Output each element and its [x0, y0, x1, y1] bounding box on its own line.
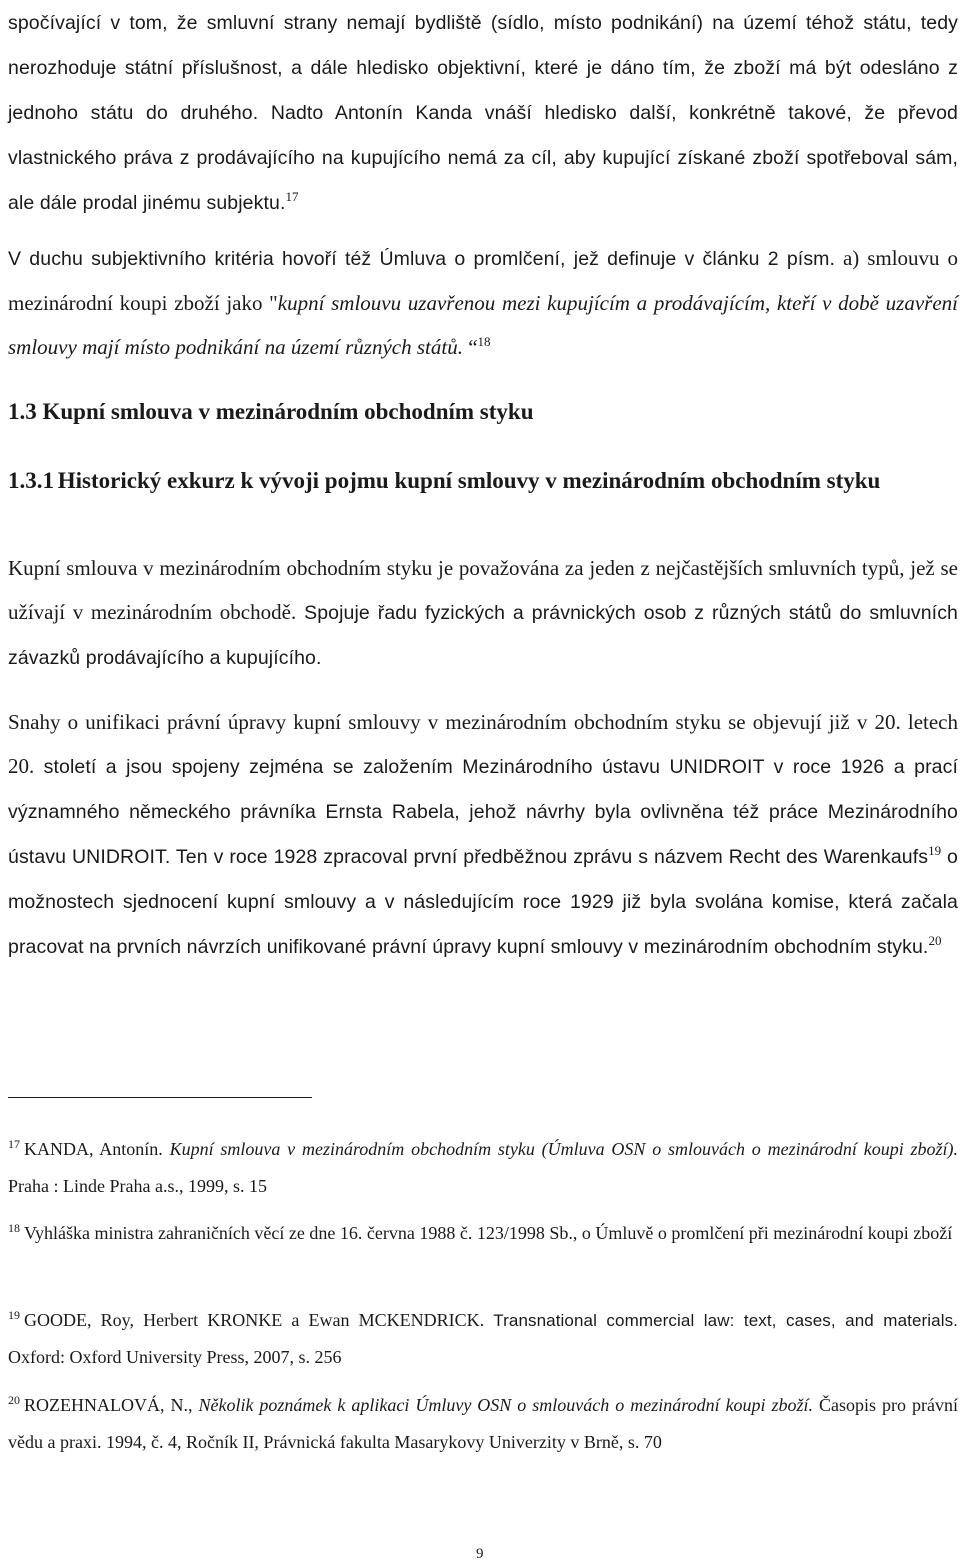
- paragraph-2: V duchu subjektivního kritéria hovoří též Úmluva o promlčení, jež definuje v článku 2 písm. a) smlouvu o mezinárodní koupi zboží jako "kupní smlouvu uzavřenou mezi kupujícím a prodávajícím, kteří v době uzavření smlouvy mají místo podnikání na území různých států. “$^{18}$: [8, 246, 959, 359]
- footnote-ref-18[interactable]: 18: [477, 334, 491, 349]
- page-number: 9: [476, 1546, 484, 1562]
- paragraph-3: Kupní smlouva v mezinárodním obchodním styku je považována za jeden z nejčastějších smluvních typů, jež se užívají v mezinárodním obchodě. Spojuje řadu fyzických a právnických osob z různých států do smluvních závazků prodávajícího a kupujícího.: [8, 556, 958, 669]
- footnote-20: $^{20}$ ROZEHNALOVÁ, N., Několik poznámek k aplikaci Úmluvy OSN o smlouvách o mezinárodní koupi zboží. Časopis pro právní vědu a praxi. 1994, č. 4, Ročník II, Právnická fakulta Masarykovy Univerzity v Brně, s. 70: [8, 1393, 959, 1452]
- footnote-19: $^{19}$ GOODE, Roy, Herbert KRONKE a Ewan MCKENDRICK. Transnational commercial law: text, cases, and materials. Oxford: Oxford University Press, 2007, s. 256: [8, 1308, 958, 1367]
- section-heading-1-3: 1.3 Kupní smlouva v mezinárodním obchodním styku: [8, 399, 534, 424]
- footnote-separator: [8, 1097, 312, 1098]
- footnote-ref-19[interactable]: 19: [928, 843, 942, 858]
- paragraph-4: Snahy o unifikaci právní úpravy kupní smlouvy v mezinárodním obchodním styku se objevují již v 20. letech 20. století a jsou spojeny zejména se založením Mezinárodního ústavu UNIDROIT v roce 1926 a prací významného německého právníka Ernsta Rabela, jehož návrhy byla ovlivněna též práce Mezinárodního ústavu UNIDROIT. Ten v roce 1928 zpracoval první předběžnou zprávu s názvem Recht des Warenkaufs$^{19}$ o možnostech sjednocení kupní smlouvy a v následujícím roce 1929 již byla svolána komise, která začala pracovat na prvních návrzích unifikované právní úpravy kupní smlouvy v mezinárodním obchodním styku.$^{20}$: [8, 710, 958, 958]
- footnote-ref-17[interactable]: 17: [285, 189, 299, 204]
- section-heading-1-3-1: 1.3.1 Historický exkurz k vývoji pojmu kupní smlouvy v mezinárodním obchodním styku: [8, 468, 881, 493]
- footnote-17: $^{17}$ KANDA, Antonín. Kupní smlouva v mezinárodním obchodním styku (Úmluva OSN o smlouvách o mezinárodní koupi zboží). Praha : Linde Praha a.s., 1999, s. 15: [8, 1137, 958, 1196]
- paragraph-1: spočívající v tom, že smluvní strany nemají bydliště (sídlo, místo podnikání) na území téhož státu, tedy nerozhoduje státní příslušnost, a dále hledisko objektivní, které je dáno tím, že zboží má být odesláno z jednoho státu do druhého. Nadto Antonín Kanda vnáší hledisko další, konkrétně takové, že převod vlastnického práva z prodávajícího na kupujícího nemá za cíl, aby kupující získané zboží spotřeboval sám, ale dále prodal jinému subjektu.$^{17}$: [8, 12, 958, 214]
- footnote-ref-20[interactable]: 20: [928, 933, 942, 948]
- footnote-18: $^{18}$ Vyhláška ministra zahraničních věcí ze dne 16. června 1988 č. 123/1998 Sb., o Úmluvě o promlčení při mezinárodní koupi zboží: [8, 1221, 953, 1243]
